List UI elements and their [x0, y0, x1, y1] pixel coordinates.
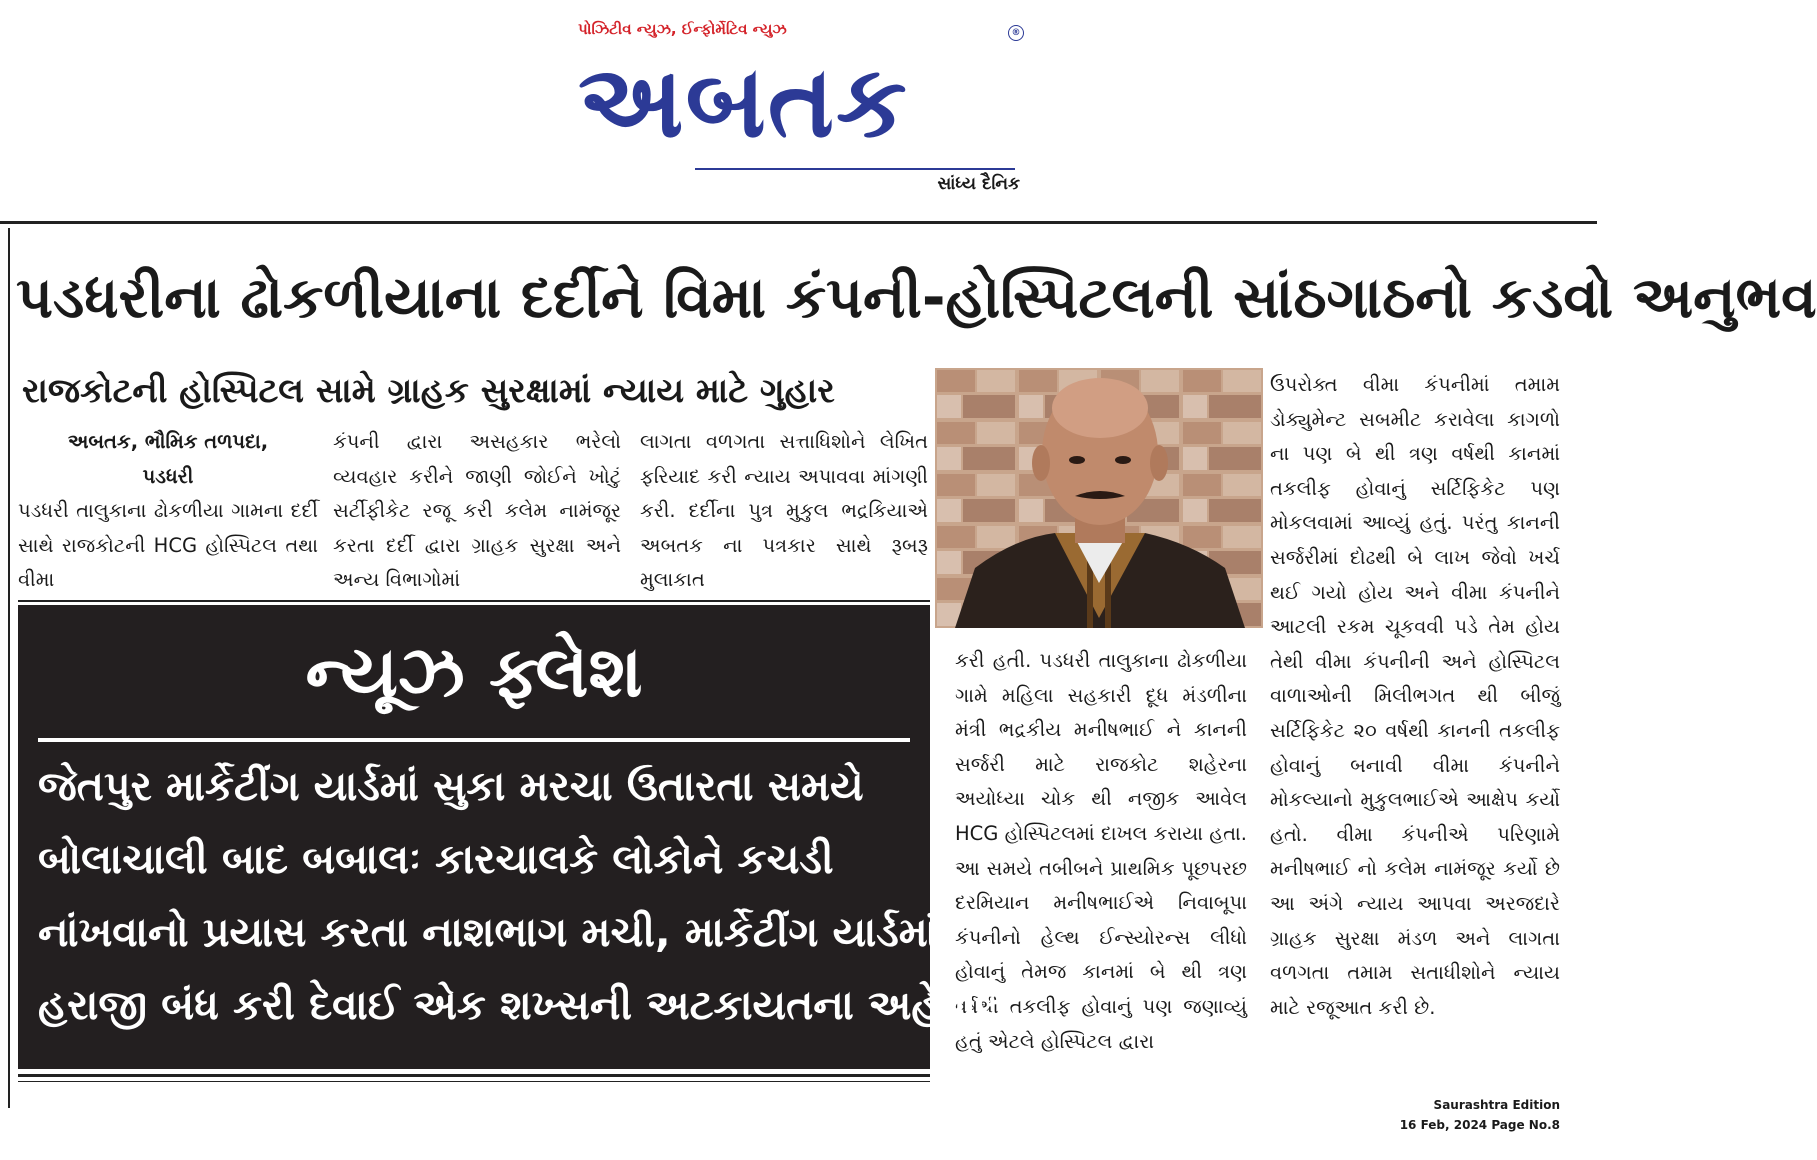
article-column-2: કંપની દ્વારા અસહકાર ભરેલો વ્યવહાર કરીને જાણી જોઈને ખોટું સર્ટીફીકેટ રજૂ કરી કલેમ નામંજૂર કરતા દર્દી દ્વારા ગ્રાહક સુરક્ષા અને અન્ય વિભાગોમાં: [333, 430, 621, 592]
article-photo: [935, 368, 1263, 628]
date-page-label: 16 Feb, 2024 Page No.8: [1399, 1118, 1560, 1132]
newspaper-logo: અબતક: [578, 43, 909, 160]
bottom-rule: [18, 1074, 930, 1077]
news-flash-divider: [38, 738, 910, 742]
news-flash-line: બોલાચાલી બાદ બબાલઃ કારચાલકે લોકોને કચડી: [38, 835, 834, 883]
column-1-text: પડધરી તાલુકાના ઢોકળીયા ગામના દર્દી સાથે રાજકોટની HCG હોસ્પિટલ તથા વીમા: [18, 499, 318, 592]
article-column-5: ઉપરોક્ત વીમા કંપનીમાં તમામ ડોક્યુમેન્ટ સબમીટ કરાવેલા કાગળો ના પણ બે થી ત્રણ વર્ષથી કાનમાં તકલીફ હોવાનું સર્ટિફિકેટ પણ મોકલવામાં આવ્યું હતું. પરંતુ કાનની સર્જરીમાં દોઢથી બે લાખ જેવો ખર્ચ થઈ ગયો હોય અને વીમા કંપનીને આટલી રકમ ચૂકવવી પડે તેમ હોય તેથી વીમા કંપનીની અને હોસ્પિટલ વાળાઓની મિલીભગત થી બીજું સર્ટિફિકેટ ૨૦ વર્ષથી કાનની તકલીફ હોવાનું બનાવી વીમા કંપનીને મોકલ્યાનો મુકુલભાઈએ આક્ષેપ કર્યો હતો. વીમા કંપનીએ પરિણામે મનીષભાઈ નો કલેમ નામંજૂર કર્યો છે આ અંગે ન્યાય આપવા અરજદારે ગ્રાહક સુરક્ષા મંડળ અને લાગતા વળગતા તમામ સતાધીશોને ન્યાય માટે રજૂઆત કરી છે.: [1270, 373, 1560, 1019]
news-flash-line: નાંખવાનો પ્રયાસ કરતા નાશભાગ મચી, માર્કેટીંગ યાર્ડમાં: [38, 908, 938, 956]
byline-line-2: પડધરી: [142, 464, 194, 488]
masthead-divider: [0, 221, 1597, 224]
news-flash-line: હરાજી બંધ કરી દેવાઈ એક શખ્સની અટકાયતના અહેવાલ: [38, 981, 1008, 1029]
logo-underline: [695, 168, 1015, 170]
article-column-3: લાગતા વળગતા સત્તાધિશોને લેખિત ફરિયાદ કરી ન્યાય અપાવવા માંગણી કરી. દર્દીના પુત્ર મુકુલ ભદ્રકિયાએ અબતક ના પત્રકાર સાથે રૂબરૂ મુલાકાત: [640, 430, 928, 592]
article-headline: પડધરીના ઢોકળીયાના દર્દીને વિમા કંપની-હોસ્પિટલની સાંઠગાઠનો કડવો અનુભવ: [16, 265, 1817, 331]
news-flash-body: [38, 750, 1008, 1042]
bottom-rule-thin: [18, 1081, 930, 1082]
article-column-4: કરી હતી. પડધરી તાલુકાના ઢોકળીયા ગામે મહિલા સહકારી દૂધ મંડળીના મંત્રી ભદ્રકીય મનીષભાઈ ને કાનની સર્જરી માટે રાજકોટ શહેરના અયોધ્યા ચોક થી નજીક આવેલ HCG હોસ્પિટલમાં દાખલ કરાયા હતા. આ સમયે તબીબને પ્રાથમિક પૂછપરછ દરમિયાન મનીષભાઈએ નિવાબૂપા કંપનીનો હેલ્થ ઈન્સ્યોરન્સ લીધો હોવાનું તેમજ કાનમાં બે થી ત્રણ વર્ષથી તકલીફ હોવાનું પણ જણાવ્યું હતું એટલે હોસ્પિટલ દ્વારા: [955, 649, 1247, 1053]
article-column-1: [18, 425, 318, 597]
news-flash-title: ન્યૂઝ ફ્લેશ: [305, 631, 643, 713]
byline-line-1: અબતક, ભૌમિક તળપદા,: [67, 430, 269, 453]
edition-label: Saurashtra Edition: [1433, 1098, 1560, 1112]
edition-type: સાંધ્ય દૈનિક: [937, 174, 1020, 194]
masthead-tagline: પોઝિટીવ ન્યુઝ, ઈન્ફોર્મેટિવ ન્યુઝ: [578, 20, 787, 38]
article-subheadline: રાજકોટની હોસ્પિટલ સામે ગ્રાહક સુરક્ષામાં ન્યાય માટે ગુહાર: [22, 371, 835, 411]
news-flash-line: જેતપુર માર્કેટીંગ યાર્ડમાં સુકા મરચા ઉતારતા સમયે: [38, 762, 864, 810]
registered-mark: ®: [1008, 25, 1024, 41]
left-column-rule: [8, 228, 10, 1108]
column-divider: [18, 600, 930, 602]
news-flash-box: [18, 605, 1008, 1069]
